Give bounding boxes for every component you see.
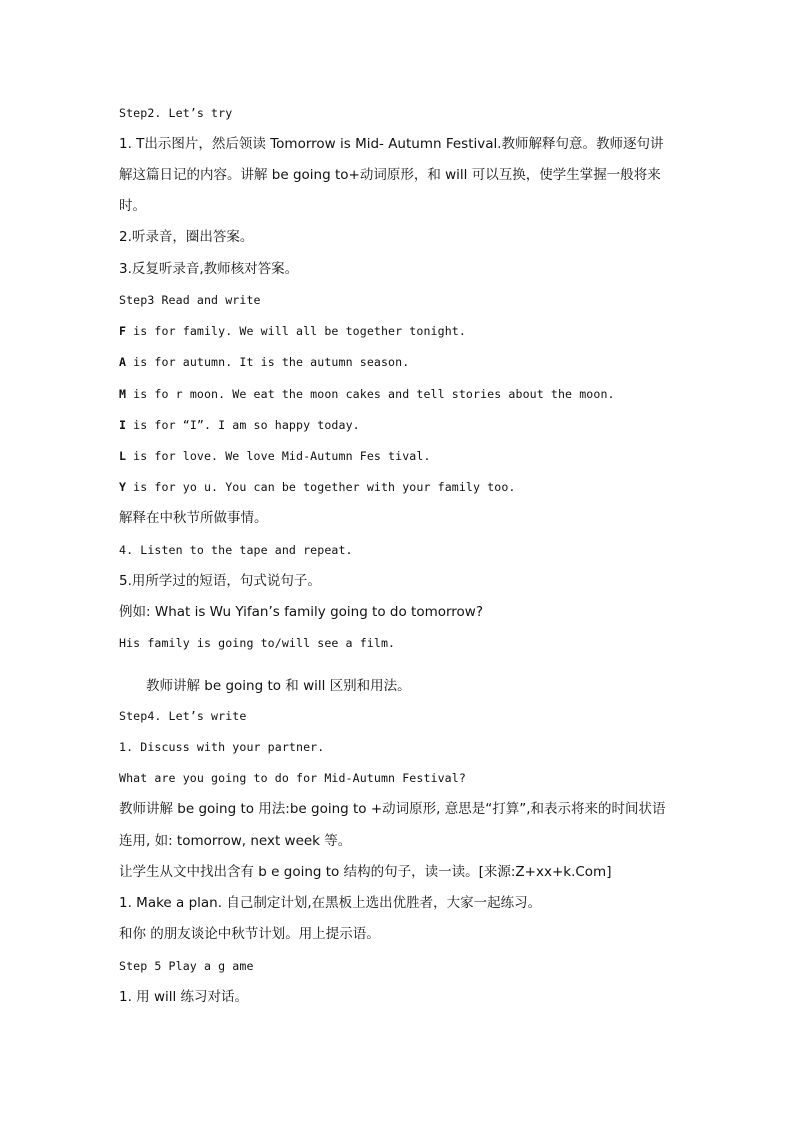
acrostic-line — [119, 448, 431, 464]
acrostic-text: is for family. We will all be together tonight. — [126, 324, 466, 338]
acrostic-letter: M — [119, 387, 127, 401]
paragraph-line: 3.反复听录音,教师核对答案。 — [119, 261, 299, 277]
paragraph-line: 4. Listen to the tape and repeat. — [119, 543, 353, 557]
paragraph-line: 1. 用 will 练习对话。 — [119, 989, 249, 1005]
acrostic-line — [119, 479, 516, 495]
acrostic-letter: F — [119, 324, 127, 338]
acrostic-text: is for autumn. It is the autumn season. — [126, 355, 410, 369]
paragraph-line: 时。 — [119, 198, 146, 214]
acrostic-letter: Y — [119, 480, 127, 494]
paragraph-line: 和你 的朋友谈论中秋节计划。用上提示语。 — [119, 926, 380, 942]
acrostic-letter: A — [119, 355, 127, 369]
heading-step5: Step 5 Play a g ame — [119, 959, 254, 973]
acrostic-letter: L — [119, 449, 127, 463]
paragraph-line: What are you going to do for Mid-Autumn Festival? — [119, 771, 466, 785]
paragraph-line: 教师讲解 be going to 用法:be going to +动词原形, 意思是“打算”,和表示将来的时间状语 — [119, 801, 666, 817]
acrostic-text: is for yo u. You can be together with your family too. — [126, 480, 516, 494]
paragraph-line: 1. Discuss with your partner. — [119, 740, 325, 754]
heading-step2: Step2. Let’s try — [119, 106, 233, 120]
paragraph-line: 让学生从文中找出含有 b e going to 结构的句子，读一读。[来源:Z+xx+k.Com] — [119, 864, 612, 880]
acrostic-text: is for love. We love Mid-Autumn Fes tival. — [126, 449, 431, 463]
acrostic-text: is for “I”. I am so happy today. — [126, 418, 360, 432]
paragraph-line: 1. Make a plan. 自己制定计划,在黑板上选出优胜者，大家一起练习。 — [119, 895, 542, 911]
acrostic-letter: I — [119, 418, 127, 432]
acrostic-line — [119, 386, 615, 402]
paragraph-line: 连用, 如: tomorrow, next week 等。 — [119, 833, 352, 849]
paragraph-line: 2.听录音，圈出答案。 — [119, 229, 254, 245]
paragraph-line: 解释在中秋节所做事情。 — [119, 510, 268, 526]
heading-step4: Step4. Let’s write — [119, 709, 247, 723]
acrostic-line — [119, 354, 409, 370]
paragraph-line: His family is going to/will see a film. — [119, 636, 396, 650]
paragraph-line: 1. T出示图片，然后领读 Tomorrow is Mid- Autumn Festival.教师解释句意。教师逐句讲 — [119, 136, 664, 152]
acrostic-line — [119, 417, 360, 433]
paragraph-line: 解这篇日记的内容。讲解 be going to+动词原形，和 will 可以互换，使学生掌握一般将来 — [119, 167, 661, 183]
paragraph-line: 5.用所学过的短语，句式说句子。 — [119, 573, 321, 589]
paragraph-line: 教师讲解 be going to 和 will 区别和用法。 — [146, 678, 411, 694]
acrostic-text: is fo r moon. We eat the moon cakes and tell stories about the moon. — [126, 387, 615, 401]
paragraph-line: 例如: What is Wu Yifan’s family going to do tomorrow? — [119, 604, 484, 620]
acrostic-line — [119, 323, 466, 339]
heading-step3: Step3 Read and write — [119, 293, 261, 307]
